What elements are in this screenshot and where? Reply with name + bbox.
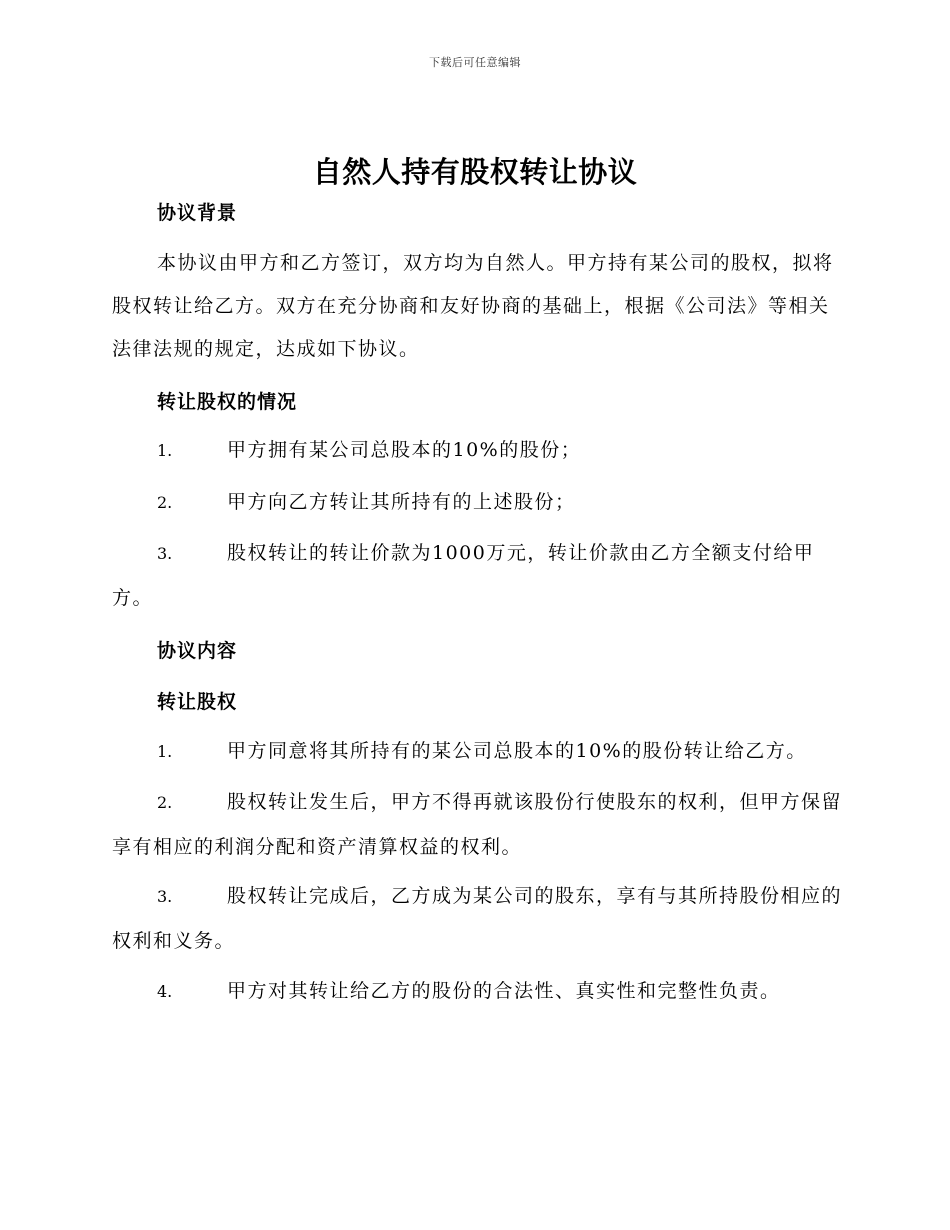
list-item-number: 1. <box>157 742 173 761</box>
list-item-text: 股权转让发生后，甲方不得再就该股份行使股东的权利，但甲方保留享有相应的利润分配和资产清算权益的权利。 <box>112 791 843 858</box>
list-item <box>112 780 847 869</box>
section-heading-content: 协议内容 <box>157 640 238 662</box>
list-item-number: 1. <box>157 441 173 460</box>
list-item-text: 股权转让的转让价款为1000万元，转让价款由乙方全额支付给甲方。 <box>112 542 815 609</box>
list-item <box>112 531 847 620</box>
header-note: 下载后可任意编辑 <box>429 56 521 69</box>
list-item <box>112 874 847 963</box>
background-paragraph: 本协议由甲方和乙方签订，双方均为自然人。甲方持有某公司的股权，拟将股权转让给乙方。双方在充分协商和友好协商的基础上，根据《公司法》等相关法律法规的规定，达成如下协议。 <box>112 252 834 360</box>
list-item-number: 2. <box>157 793 173 812</box>
list-item-text: 甲方同意将其所持有的某公司总股本的10%的股份转让给乙方。 <box>227 740 807 762</box>
section-heading-situation: 转让股权的情况 <box>157 391 298 413</box>
document-title: 自然人持有股权转让协议 <box>312 155 638 189</box>
list-item-text: 甲方向乙方转让其所持有的上述股份； <box>227 491 576 513</box>
list-item-text: 甲方拥有某公司总股本的10%的股份； <box>227 439 582 461</box>
list-item-text: 股权转让完成后，乙方成为某公司的股东，享有与其所持股份相应的权利和义务。 <box>112 885 843 952</box>
section-heading-transfer: 转让股权 <box>157 691 238 713</box>
list-item-number: 4. <box>157 982 173 1001</box>
list-item <box>112 729 847 774</box>
list-item-text: 甲方对其转让给乙方的股份的合法性、真实性和完整性负责。 <box>227 980 781 1002</box>
list-item-number: 3. <box>157 887 173 906</box>
list-item <box>112 969 847 1014</box>
section-heading-background: 协议背景 <box>157 202 238 224</box>
list-item-number: 3. <box>157 544 173 563</box>
list-item <box>112 480 847 525</box>
list-item <box>112 428 847 473</box>
list-item-number: 2. <box>157 493 173 512</box>
